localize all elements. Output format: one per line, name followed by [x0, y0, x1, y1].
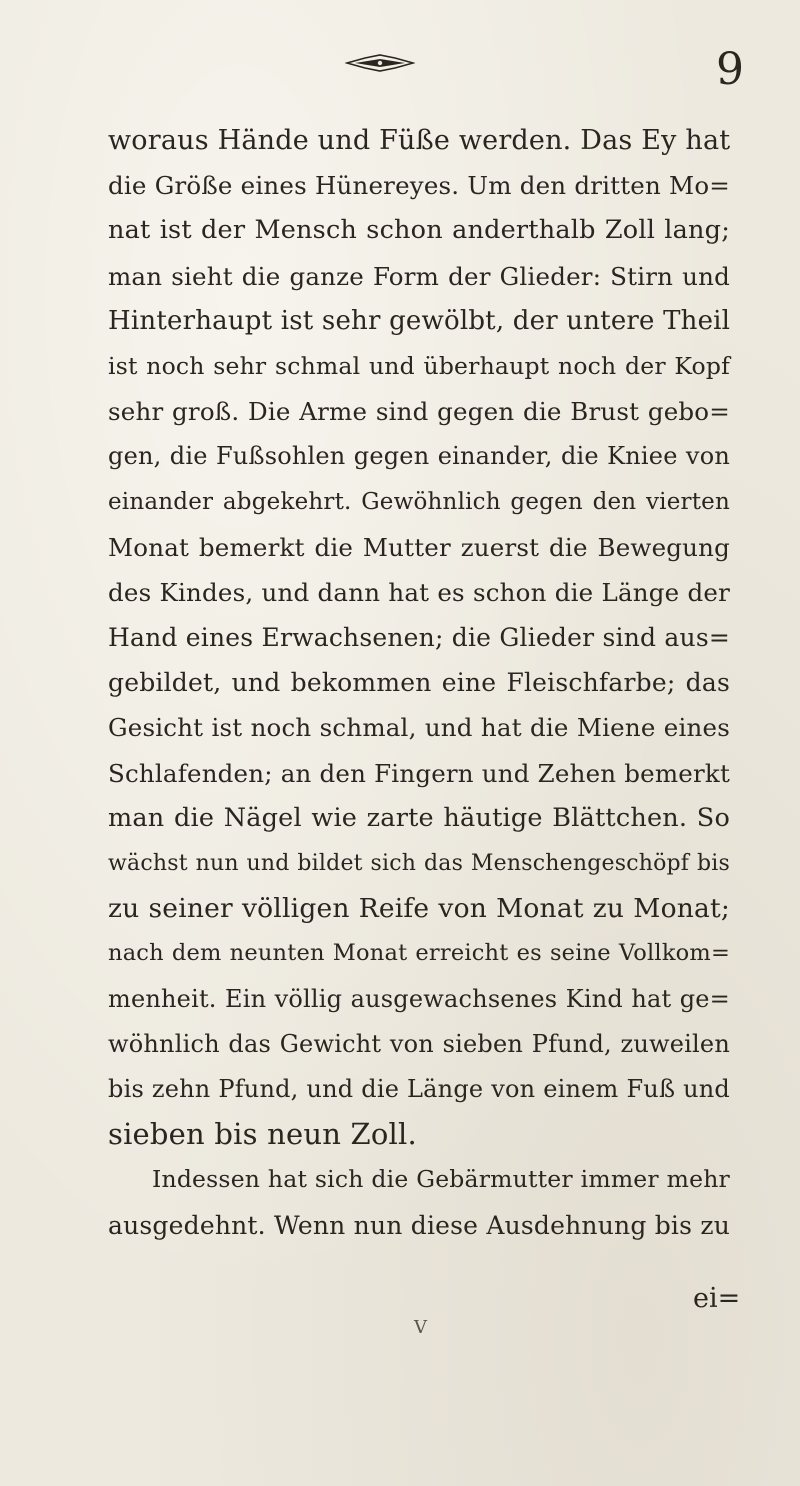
text-line: man sieht die ganze Form der Glieder: Stirn und: [108, 261, 730, 291]
text-line: man die Nägel wie zarte häutige Blättchen. So: [108, 802, 730, 833]
text-line: Hinterhaupt ist sehr gewölbt, der untere Theil: [108, 305, 731, 336]
text-line: Monat bemerkt die Mutter zuerst die Bewegung: [108, 532, 730, 562]
text-line: die Größe eines Hünereyes. Um den dritten Mo=: [108, 171, 730, 201]
text-line: wöhnlich das Gewicht von sieben Pfund, zuweilen: [108, 1029, 730, 1058]
text-line: menheit. Ein völlig ausgewachsenes Kind hat ge=: [108, 984, 730, 1013]
text-line: wächst nun und bildet sich das Menschengeschöpf bis: [108, 851, 730, 876]
page-number: 9: [716, 44, 744, 95]
text-line: zu seiner völligen Reife von Monat zu Monat;: [108, 893, 730, 925]
text-line: Gesicht ist noch schmal, und hat die Miene eines: [108, 713, 730, 743]
printers-ornament-icon: [345, 52, 415, 74]
text-line: gen, die Fußsohlen gegen einander, die Kniee von: [108, 442, 730, 471]
paragraph-last-line: sieben bis neun Zoll.: [108, 1117, 417, 1152]
text-line: sehr groß. Die Arme sind gegen die Brust gebo=: [108, 397, 730, 427]
text-line: bis zehn Pfund, und die Länge von einem Fuß und: [108, 1074, 730, 1103]
paragraph-first-line: Indessen hat sich die Gebärmutter immer mehr: [152, 1165, 730, 1194]
text-line: gebildet, und bekommen eine Fleischfarbe; das: [108, 668, 730, 698]
signature-mark: V: [414, 1317, 427, 1338]
text-line: nach dem neunten Monat erreicht es seine Vollkom=: [108, 940, 730, 967]
text-line: einander abgekehrt. Gewöhnlich gegen den vierten: [108, 488, 730, 515]
text-line: des Kindes, und dann hat es schon die Länge der: [108, 577, 730, 607]
text-line: ausgedehnt. Wenn nun diese Ausdehnung bis zu: [108, 1210, 730, 1240]
text-line: ist noch sehr schmal und überhaupt noch der Kopf: [108, 351, 730, 380]
text-line: woraus Hände und Füße werden. Das Ey hat: [108, 125, 731, 156]
body-text: [108, 118, 730, 1248]
catchword: ei=: [693, 1283, 741, 1314]
text-line: nat ist der Mensch schon anderthalb Zoll lang;: [108, 215, 730, 246]
text-line: Schlafenden; an den Fingern und Zehen bemerkt: [108, 758, 730, 788]
text-line: Hand eines Erwachsenen; die Glieder sind aus=: [108, 623, 730, 653]
